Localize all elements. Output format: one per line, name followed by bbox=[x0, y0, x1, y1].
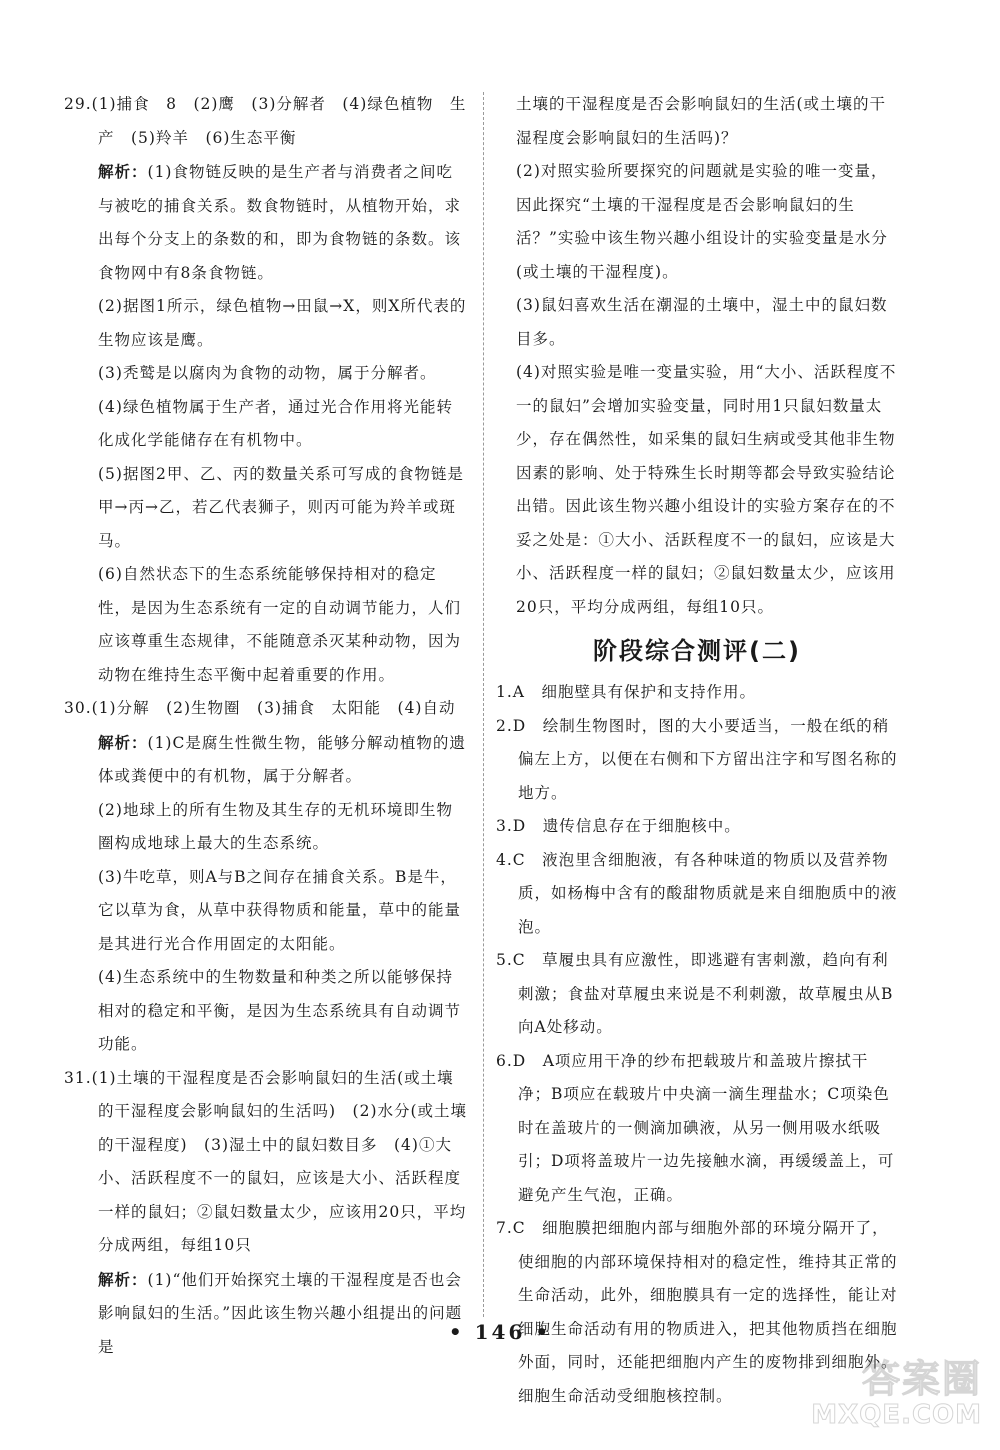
answer-item: 3.D 遗传信息存在于细胞核中。 bbox=[496, 817, 741, 835]
q29-analysis-1 bbox=[64, 155, 468, 290]
section-title: 阶段综合测评(二) bbox=[593, 637, 801, 665]
q30-analysis-3: (3)牛吃草，则A与B之间存在捕食关系。B是牛，它以草为食，从草中获得物质和能量，草中的能量是其进行光合作用固定的太阳能。 bbox=[98, 867, 462, 953]
analysis-text: (1)食物链反映的是生产者与消费者之间吃与被吃的捕食关系。数食物链时，从植物开始，求出每个分支上的条数的和，即为食物链的条数。该食物网中有8条食物链。 bbox=[98, 163, 462, 282]
answer-item: 4.C 液泡里含细胞液，有各种味道的物质以及营养物质，如杨梅中含有的酸甜物质就是来自细胞质中的液泡。 bbox=[496, 850, 898, 936]
answer-item: 5.C 草履虫具有应激性，即逃避有害刺激，趋向有利刺激；食盐对草履虫来说是不利刺激，故草履虫从B向A处移动。 bbox=[496, 951, 894, 1036]
analysis-label: 解析： bbox=[98, 732, 148, 752]
answer-item: 6.D A项应用干净的纱布把载玻片和盖玻片擦拭干净；B项应在载玻片中央滴一滴生理盐水；C项染色时在盖玻片的一侧滴加碘液，从另一侧用吸水纸吸引；D项将盖玻片一边先接触水滴，再缓缓盖上，可避免产生气泡，正确。 bbox=[496, 1051, 895, 1204]
q29-analysis-6: (6)自然状态下的生态系统能够保持相对的稳定性，是因为生态系统有一定的自动调节能力，人们应该尊重生态规律，不能随意杀灭某种动物，因为动物在维持生态平衡中起着重要的作用。 bbox=[98, 565, 462, 684]
q31-analysis-2: (2)对照实验所要探究的问题就是实验的唯一变量，因此探究“土壤的干湿程度是否会影响鼠妇的生活？”实验中该生物兴趣小组设计的实验变量是水分(或土壤的干湿程度)。 bbox=[516, 162, 888, 281]
q29-analysis-4: (4)绿色植物属于生产者，通过光合作用将光能转化成化学能储存在有机物中。 bbox=[98, 397, 453, 449]
q31-analysis-1-continued: 土壤的干湿程度是否会影响鼠妇的生活(或土壤的干湿程度会影响鼠妇的生活吗)？ bbox=[516, 95, 887, 147]
q29-analysis-2: (2)据图1所示，绿色植物→田鼠→X，则X所代表的生物应该是鹰。 bbox=[98, 297, 467, 349]
q31-analysis-1 bbox=[64, 1263, 468, 1365]
q30-analysis-1 bbox=[64, 726, 468, 794]
q31-analysis-4: (4)对照实验是唯一变量实验，用“大小、活跃程度不一的鼠妇”会增加实验变量，同时用1只鼠妇数量太少，存在偶然性，如采集的鼠妇生病或受其他非生物因素的影响、处于特殊生长时期等都会导致实验结论出错。因此该生物兴趣小组设计的实验方案存在的不妥之处是：①大小、活跃程度不一的鼠妇，应该是大小、活跃程度一样的鼠妇；②鼠妇数量太少，应该用20只，平均分成两组，每组10只。 bbox=[516, 363, 897, 616]
analysis-label: 解析： bbox=[98, 162, 148, 181]
analysis-text: (1)C是腐生性微生物，能够分解动植物的遗体或粪便中的有机物，属于分解者。 bbox=[98, 733, 466, 785]
q30-answer: 30.(1)分解 (2)生物圈 (3)捕食 太阳能 (4)自动 bbox=[64, 699, 456, 717]
watermark-glyphs: 答案圈 bbox=[861, 1357, 982, 1401]
page-number: • 146 • bbox=[448, 1320, 552, 1344]
right-column bbox=[496, 88, 898, 1413]
q30-analysis-4: (4)生态系统中的生物数量和种类之所以能够保持相对的稳定和平衡，是因为生态系统具有自动调节功能。 bbox=[98, 968, 462, 1053]
q29-analysis-5: (5)据图2甲、乙、丙的数量关系可写成的食物链是甲→丙→乙，若乙代表狮子，则丙可能为羚羊或斑马。 bbox=[98, 464, 464, 550]
q29-analysis-3: (3)秃鹫是以腐肉为食物的动物，属于分解者。 bbox=[98, 364, 437, 382]
column-divider bbox=[483, 92, 484, 1317]
watermark-url: MXQE.COM bbox=[811, 1400, 982, 1430]
left-column bbox=[64, 88, 468, 1364]
q30-analysis-2: (2)地球上的所有生物及其生存的无机环境即生物圈构成地球上最大的生态系统。 bbox=[98, 800, 453, 852]
analysis-label: 解析： bbox=[98, 1269, 148, 1289]
watermark-logo bbox=[792, 1358, 982, 1436]
q31-answer: 31.(1)土壤的干湿程度是否会影响鼠妇的生活(或土壤的干湿程度会影响鼠妇的生活吗) (2)水分(或土壤的干湿程度) (3)湿土中的鼠妇数目多 (4)①大小、活跃程度不一的鼠妇，应该是大小、活跃程度一样的鼠妇；②鼠妇数量太少，应该用20只，平均分成两组，每组10只 bbox=[64, 1068, 468, 1254]
analysis-text: (1)“他们开始探究土壤的干湿程度是否也会影响鼠妇的生活。”因此该生物兴趣小组提出的问题是 bbox=[98, 1270, 463, 1356]
answer-item: 2.D 绘制生物图时，图的大小要适当，一般在纸的稍偏左上方，以便在右侧和下方留出注字和写图名称的地方。 bbox=[496, 716, 898, 802]
answer-item: 1.A 细胞壁具有保护和支持作用。 bbox=[496, 683, 756, 701]
answer-item: 7.C 细胞膜把细胞内部与细胞外部的环境分隔开了，使细胞的内部环境保持相对的稳定性，维持其正常的生命活动，此外，细胞膜具有一定的选择性，能让对细胞生命活动有用的物质进入，把其他物质挡在细胞外面，同时，还能把细胞内产生的废物排到细胞外。细胞生命活动受细胞核控制。 bbox=[496, 1219, 898, 1405]
q31-analysis-3: (3)鼠妇喜欢生活在潮湿的土壤中，湿土中的鼠妇数目多。 bbox=[516, 296, 888, 348]
q29-answer: 29.(1)捕食 8 (2)鹰 (3)分解者 (4)绿色植物 生产 (5)羚羊 (6)生态平衡 bbox=[64, 95, 467, 147]
